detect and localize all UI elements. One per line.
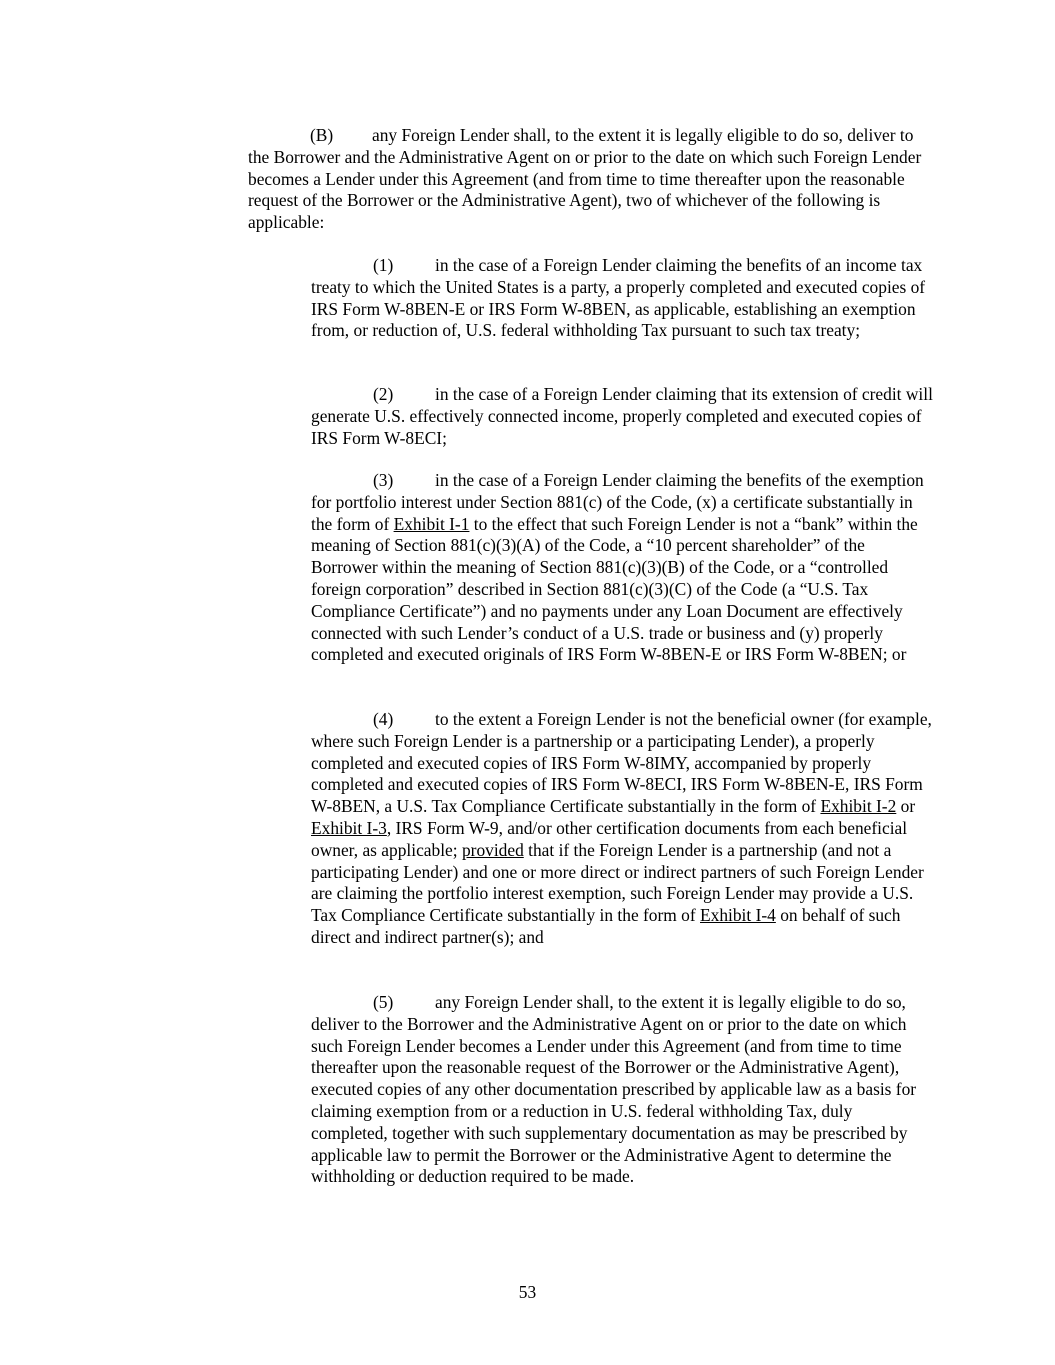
item-1 bbox=[311, 255, 933, 342]
item-3-text-a: in the case of a Foreign Lender claiming the benefits of the exemption for portfolio interest under Section 881(c) of the Code, (x) a certificate substantially in the form of bbox=[311, 470, 924, 534]
item-2-label: (2) bbox=[373, 384, 394, 404]
item-1-text: in the case of a Foreign Lender claiming the benefits of an income tax treaty to which the United States is a party, a properly completed and executed copies of IRS Form W-8BEN-E or IRS Form W-8BEN, as applicable, establishing an exemption from, or reduction of, U.S. federal withholding Tax pursuant to such tax treaty; bbox=[311, 255, 926, 341]
paragraph-b-label: (B) bbox=[310, 125, 334, 145]
exhibit-i2-link[interactable]: Exhibit I-2 bbox=[820, 796, 897, 817]
item-4-text-b: or bbox=[900, 796, 916, 817]
provided-term: provided bbox=[461, 839, 524, 860]
item-4-text-c: , IRS Form W-9, and/or other certification documents from each beneficial owner, as applicable; bbox=[311, 817, 908, 860]
item-5-label: (5) bbox=[373, 992, 394, 1012]
page-number: 53 bbox=[518, 1282, 537, 1302]
item-4-text-d: that if the Foreign Lender is a partnership (and not a participating Lender) and one or more direct or indirect partners of such Foreign Lender are claiming the portfolio interest exemption, such Foreign Lender may provide a U.S. Tax Compliance Certificate substantially in the form of bbox=[311, 839, 924, 926]
item-3-text-b: to the effect that such Foreign Lender is not a “bank” within the meaning of Section 881(c)(3)(A) of the Code, a “10 percent shareholder” of the Borrower within the meaning of Section 881(c)(3)(B) of the Code, or a “controlled foreign corporation” described in Section 881(c)(3)(C) of the Code (a “U.S. Tax Compliance Certificate”) and no payments under any Loan Document are effectively connected with such Lender’s conduct of a U.S. trade or business and (y) properly completed and executed originals of IRS Form W-8BEN-E or IRS Form W-8BEN; or bbox=[311, 513, 918, 665]
item-4 bbox=[311, 709, 933, 949]
item-3-label: (3) bbox=[373, 470, 394, 490]
item-5-text: any Foreign Lender shall, to the extent it is legally eligible to do so, deliver to the Borrower and the Administrative Agent on or prior to the date on which such Foreign Lender becomes a Lender under this Agreement (and from time to time thereafter upon the reasonable request of the Borrower or the Administrative Agent), executed copies of any other documentation prescribed by applicable law as a basis for claiming exemption from or a reduction in U.S. federal withholding Tax, duly completed, together with such supplementary documentation as may be prescribed by applicable law to permit the Borrower or the Administrative Agent to determine the withholding or deduction required to be made. bbox=[311, 992, 917, 1187]
item-4-text-a: to the extent a Foreign Lender is not the beneficial owner (for example, where such Foreign Lender is a partnership or a participating Lender), a properly completed and executed copies of IRS Form W-8IMY, accompanied by properly completed and executed copies of IRS Form W-8ECI, IRS Form W-8BEN-E, IRS Form W-8BEN, a U.S. Tax Compliance Certificate substantially in the form of bbox=[311, 709, 932, 817]
item-4-text-e: on behalf of such direct and indirect partner(s); and bbox=[311, 905, 901, 947]
item-3 bbox=[311, 470, 933, 666]
item-2 bbox=[311, 384, 933, 449]
item-4-label: (4) bbox=[373, 709, 394, 729]
item-5 bbox=[311, 992, 933, 1188]
paragraph-b-text: any Foreign Lender shall, to the extent it is legally eligible to do so, deliver to the Borrower and the Administrative Agent on or prior to the date on which such Foreign Lender becomes a Lender under this Agreement (and from time to time thereafter upon the reasonable request of the Borrower or the Administrative Agent), two of whichever of the following is applicable: bbox=[248, 125, 922, 233]
paragraph-b bbox=[248, 125, 933, 234]
exhibit-i1-link[interactable]: Exhibit I-1 bbox=[393, 513, 470, 534]
exhibit-i3-link[interactable]: Exhibit I-3 bbox=[311, 817, 387, 838]
exhibit-i4-link[interactable]: Exhibit I-4 bbox=[700, 905, 776, 926]
item-1-label: (1) bbox=[373, 255, 394, 275]
item-2-text: in the case of a Foreign Lender claiming that its extension of credit will generate U.S. effectively connected income, properly completed and executed copies of IRS Form W-8ECI; bbox=[311, 384, 933, 448]
